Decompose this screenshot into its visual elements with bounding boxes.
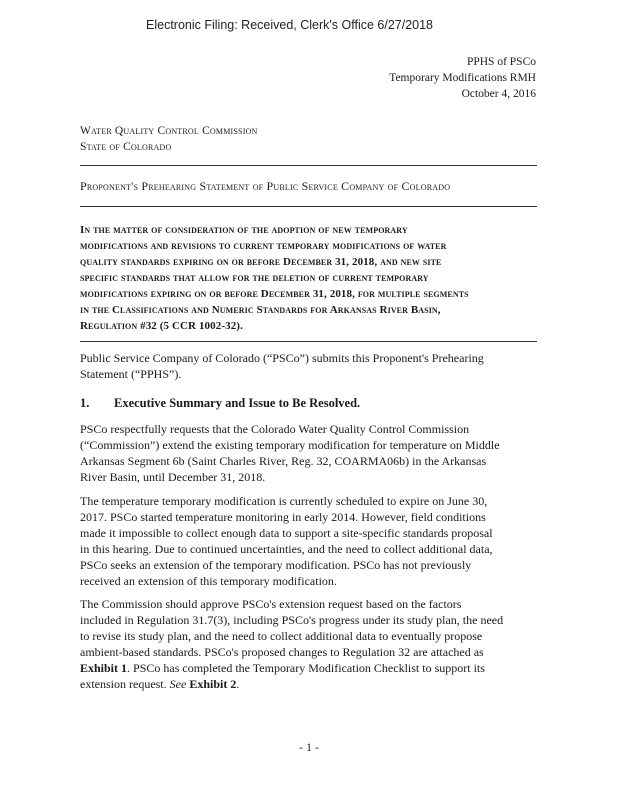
matter-line: modifications and revisions to current temporary modifications of water [80, 240, 447, 252]
matter-line: in the Classifications and Numeric Standards for Arkansas River Basin, [80, 304, 441, 316]
paragraph-text: . PSCo has completed the Temporary Modification Checklist to support its [127, 661, 485, 675]
paragraph-line [80, 660, 542, 676]
paragraph [80, 596, 542, 692]
intro-paragraph [80, 350, 542, 382]
paragraph-text: . [236, 677, 240, 691]
paragraph-line: in this hearing. Due to continued uncertainties, and the need to collect additional data, [80, 542, 493, 556]
paragraph-line: (“Commission”) extend the existing temporary modification for temperature on Middle [80, 438, 500, 452]
agency-line: Water Quality Control Commission [80, 125, 258, 137]
header-line: PPHS of PSCo [466, 56, 536, 68]
paragraph-line: ambient-based standards. PSCo's proposed changes to Regulation 32 are attached as [80, 645, 484, 659]
paragraph-line: River Basin, until December 31, 2018. [80, 470, 266, 484]
paragraph-text: extension request. [80, 677, 170, 691]
document-title: Proponent's Prehearing Statement of Public Service Company of Colorado [80, 179, 451, 193]
paragraph-line [80, 676, 542, 692]
citation-signal: See [169, 677, 187, 691]
paragraph [80, 493, 542, 589]
paragraph [80, 421, 542, 485]
document-header [276, 54, 536, 102]
section-title: Executive Summary and Issue to Be Resolved. [114, 396, 361, 410]
header-line: October 4, 2016 [461, 88, 536, 100]
paragraph-line: Statement (“PPHS”). [80, 367, 182, 381]
paragraph-line: Arkansas Segment 6b (Saint Charles River, Reg. 32, COARMA06b) in the Arkansas [80, 454, 487, 468]
paragraph-line: The temperature temporary modification is currently scheduled to expire on June 30, [80, 494, 488, 508]
paragraph-line: included in Regulation 31.7(3), including PSCo's progress under its study plan, the need [80, 613, 504, 627]
matter-line: modifications expiring on or before December 31, 2018, for multiple segments [80, 288, 469, 300]
paragraph-line: 2017. PSCo started temperature monitoring in early 2014. However, field conditions [80, 510, 486, 524]
exhibit-reference: Exhibit 2 [189, 677, 237, 691]
agency-block [80, 123, 258, 155]
matter-line: specific standards that allow for the deletion of current temporary [80, 272, 429, 284]
page-number: - 1 - [299, 740, 319, 754]
divider [80, 165, 537, 166]
paragraph-line: PSCo respectfully requests that the Colorado Water Quality Control Commission [80, 422, 470, 436]
paragraph-line: received an extension of this temporary modification. [80, 574, 337, 588]
header-line: Temporary Modifications RMH [389, 72, 536, 84]
filing-stamp: Electronic Filing: Received, Clerk's Office 6/27/2018 [146, 18, 434, 32]
matter-caption [80, 222, 540, 334]
section-heading [80, 396, 360, 411]
paragraph-line: PSCo seeks an extension of the temporary modification. PSCo has not previously [80, 558, 472, 572]
divider [80, 206, 537, 207]
paragraph-line: Public Service Company of Colorado (“PSCo”) submits this Proponent's Prehearing [80, 351, 484, 365]
paragraph-line: The Commission should approve PSCo's extension request based on the factors [80, 597, 462, 611]
matter-line: Regulation #32 (5 CCR 1002-32). [80, 320, 243, 332]
exhibit-reference: Exhibit 1 [80, 661, 128, 675]
paragraph-line: made it impossible to collect enough data to support a site-specific standards proposal [80, 526, 493, 540]
divider [80, 341, 537, 342]
matter-line: In the matter of consideration of the adoption of new temporary [80, 224, 408, 236]
section-number: 1. [80, 396, 90, 410]
matter-line: quality standards expiring on or before December 31, 2018, and new site [80, 256, 442, 268]
paragraph-line: to revise its study plan, and the need to collect additional data to eventually propose [80, 629, 483, 643]
agency-line: State of Colorado [80, 141, 172, 153]
